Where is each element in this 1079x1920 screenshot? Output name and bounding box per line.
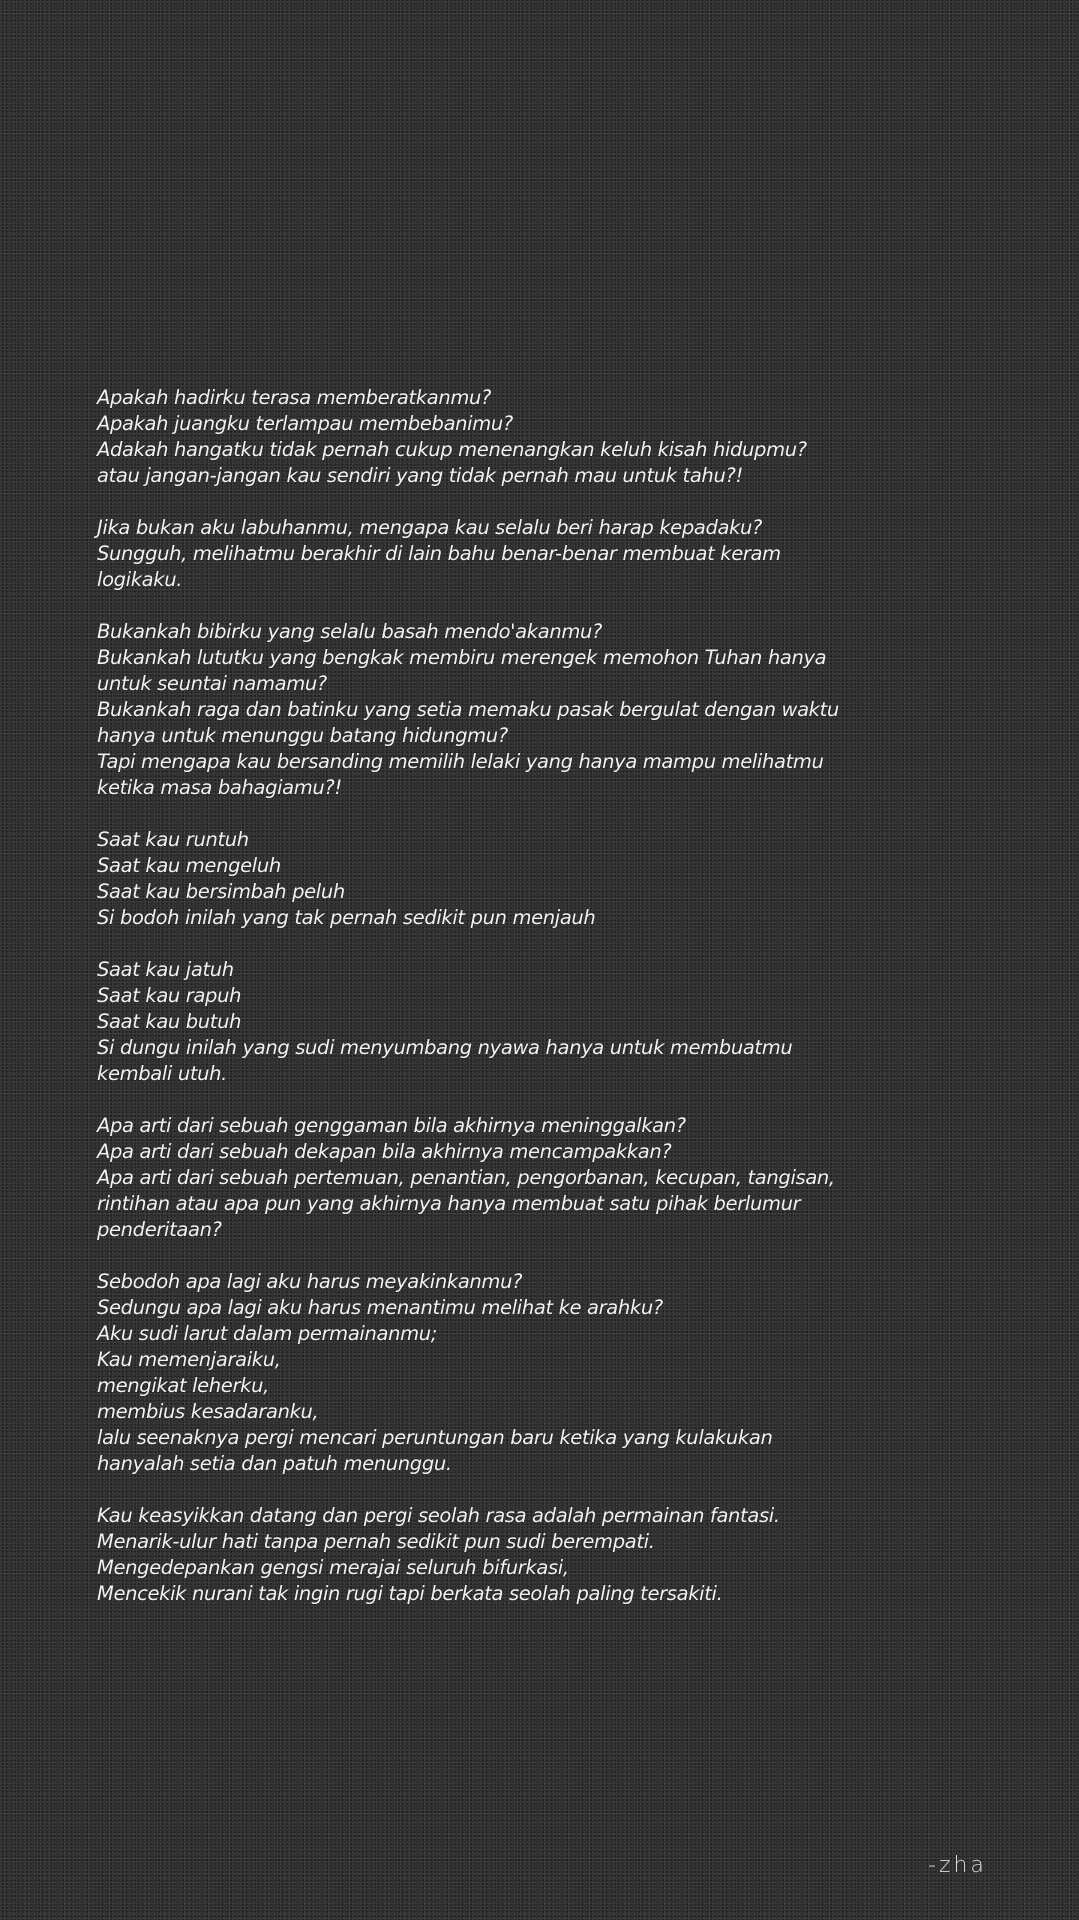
poem-line: Bukankah bibirku yang selalu basah mendo'akanmu?	[97, 620, 602, 643]
poem-line: Aku sudi larut dalam permainanmu;	[97, 1322, 437, 1345]
poem-line: lalu seenaknya pergi mencari peruntungan baru ketika yang kulakukan hanyalah setia dan patuh menunggu.	[97, 1426, 773, 1475]
poem-line: Apakah juangku terlampau membebanimu?	[97, 412, 513, 435]
poem-line: membius kesadaranku,	[97, 1400, 319, 1423]
stanza-1	[97, 385, 857, 489]
poem-line: Sedungu apa lagi aku harus menantimu melihat ke arahku?	[97, 1296, 663, 1319]
poem-line: Bukankah raga dan batinku yang setia memaku pasak bergulat dengan waktu hanya untuk menunggu batang hidungmu?	[97, 698, 839, 747]
poem-line: Menarik-ulur hati tanpa pernah sedikit pun sudi berempati.	[97, 1530, 655, 1553]
poem-line: Jika bukan aku labuhanmu, mengapa kau selalu beri harap kepadaku?	[97, 516, 763, 539]
poem-line: Si dungu inilah yang sudi menyumbang nyawa hanya untuk membuatmu kembali utuh.	[97, 1036, 793, 1085]
poem-line: mengikat leherku,	[97, 1374, 269, 1397]
poem-line: Apa arti dari sebuah pertemuan, penantian, pengorbanan, kecupan, tangisan, rintihan atau apa pun yang akhirnya hanya membuat satu pihak berlumur penderitaan?	[97, 1166, 835, 1241]
poem-line: Tapi mengapa kau bersanding memilih lelaki yang hanya mampu melihatmu ketika masa bahagiamu?!	[97, 750, 824, 799]
poem-line: Kau keasyikkan datang dan pergi seolah rasa adalah permainan fantasi.	[97, 1504, 780, 1527]
stanza-5	[97, 957, 857, 1087]
poem-line: Sungguh, melihatmu berakhir di lain bahu benar-benar membuat keram logikaku.	[97, 542, 781, 591]
stanza-3	[97, 619, 857, 801]
poem-line: Saat kau runtuh	[97, 828, 249, 851]
stanza-8	[97, 1503, 857, 1607]
poem-line: Apakah hadirku terasa memberatkanmu?	[97, 386, 492, 409]
poem-line: Apa arti dari sebuah genggaman bila akhirnya meninggalkan?	[97, 1114, 686, 1137]
author-signature: -zha	[928, 1853, 987, 1878]
poem-line: Adakah hangatku tidak pernah cukup menenangkan keluh kisah hidupmu?	[97, 438, 807, 461]
poem-line: Saat kau mengeluh	[97, 854, 281, 877]
poem-text	[97, 385, 857, 1607]
poem-line: Mencekik nurani tak ingin rugi tapi berkata seolah paling tersakiti.	[97, 1582, 723, 1605]
poem-line: Bukankah lututku yang bengkak membiru merengek memohon Tuhan hanya untuk seuntai namamu?	[97, 646, 827, 695]
poem-line: Si bodoh inilah yang tak pernah sedikit pun menjauh	[97, 906, 596, 929]
poem-line: Saat kau jatuh	[97, 958, 234, 981]
poem-line: Saat kau bersimbah peluh	[97, 880, 345, 903]
poem-line: Sebodoh apa lagi aku harus meyakinkanmu?	[97, 1270, 523, 1293]
poem-line: Saat kau rapuh	[97, 984, 242, 1007]
poem-line: Kau memenjaraiku,	[97, 1348, 281, 1371]
stanza-2	[97, 515, 857, 593]
poem-line: Mengedepankan gengsi merajai seluruh bifurkasi,	[97, 1556, 569, 1579]
poem-line: atau jangan-jangan kau sendiri yang tidak pernah mau untuk tahu?!	[97, 464, 743, 487]
stanza-4	[97, 827, 857, 931]
stanza-6	[97, 1113, 857, 1243]
stanza-7	[97, 1269, 857, 1477]
poem-line: Apa arti dari sebuah dekapan bila akhirnya mencampakkan?	[97, 1140, 672, 1163]
poem-line: Saat kau butuh	[97, 1010, 242, 1033]
